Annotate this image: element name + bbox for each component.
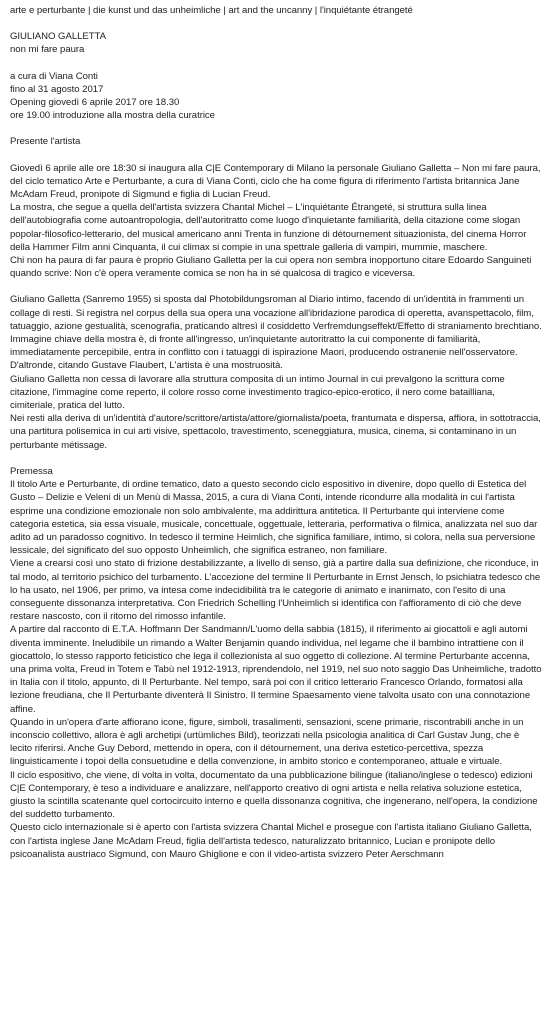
paragraph: La mostra, che segue a quella dell'artista svizzera Chantal Michel – L'inquiétante Étrangeté, si struttura sulla linea dell'autobiografia come autoantropologia, dell'autoritratto come luogo d'inquietante familiarità, della citazione come slogan popolar-filosofico-letterario, del musical americano anni Trenta in funzione di détournement situazionista, del cinema Horror della Hammer Film anni Cinquanta, il cui climax si compie in una spettrale galleria di vampiri, mummie, maschere.: [10, 202, 527, 253]
section-artist: [10, 293, 542, 451]
artist-name: GIULIANO GALLETTA: [10, 31, 107, 43]
curator-line: a cura di Viana Conti: [10, 70, 98, 82]
paragraph: Il ciclo espositivo, che viene, di volta in volta, documentato da una pubblicazione bilingue (italiano/inglese o tedesco) edizioni C|E Contemporary, è teso a individuare e analizzare, nell'apporto creativo di ogni artista e nella relativa soluzione estetica, giusto la scintilla scatenante quel cortocircuito interno e quella dissonanza cognitiva, che ingenerano, nell'opera, la condizione del suddetto turbamento.: [10, 769, 538, 821]
paragraph: Questo ciclo internazionale si è aperto con l'artista svizzera Chantal Michel e prosegue con l'artista italiano Giuliano Galletta, con l'artista inglese Jane McAdam Freud, figlia dell'artista tedesco, naturalizzato britannico, Lucian e pronipote dello psicoanalista austriaco Sigmund, con Mauro Ghiglione e con il video-artista svizzero Peter Aerschmann: [10, 822, 532, 860]
paragraph: Il titolo Arte e Perturbante, di ordine tematico, dato a questo secondo ciclo espositivo in divenire, dopo quello di Estetica del Gusto – Delizie e Veleni di un Menù di Massa, 2015, a cura di Viana Conti, intende ricondurre alla modalità in cui l'artista esprime una condizione emozionale non solo ambivalente, ma addirittura antitetica. Il Perturbante qui interviene come categoria estetica, sia essa visuale, musicale, concettuale, oggettuale, letteraria, performativa o filmica, analizzata nel suo dar adito ad un paradosso cognitivo. In tedesco il termine Heimlich, che significa familiare, intimo, si colora, nella sua perversione lessicale, del significato del suo opposto Unheimlich, che significa estraneo, non familiare.: [10, 479, 538, 557]
paragraph: Chi non ha paura di far paura è proprio Giuliano Galletta per la cui opera non sembra inopportuno citare Edoardo Sanguineti quando scrive: Non c'è opera veramente comica se non ha in sé qualcosa di tragico e viceversa.: [10, 255, 532, 280]
exhibition-title: non mi fare paura: [10, 44, 85, 56]
paragraph: Quando in un'opera d'arte affiorano icone, figure, simboli, trasalimenti, sensazioni, scene primarie, riscontrabili anche in un inconscio collettivo, allora è agli archetipi (urtümliches Bild), teorizzati nella psicologia analitica di Carl Gustav Jung, che è lecito riferirsi. Anche Guy Debord, mettendo in opera, con il détournement, una deriva estetico-percettiva, spezza linguisticamente i topoi della consuetudine e della convenzione, in ambito storico e contemporaneo, attuale e virtuale.: [10, 716, 524, 768]
paragraph: Giuliano Galletta (Sanremo 1955) si sposta dal Photobildungsroman al Diario intimo, facendo di un'identità in frammenti un collage di resti. Si registra nel corpus della sua opera una vocazione all'ibridazione parodica di operetta, avanspettacolo, film, tatuaggio, azione gestualità, scenografia, praticando altresì il cosiddetto Verfremdungseffekt/Effetto di straniamento brechtiano.: [10, 294, 542, 332]
paragraph: Giuliano Galletta non cessa di lavorare alla struttura composita di un intimo Journal in cui prevalgono la scrittura come citazione, l'immagine come reperto, il colore rosso come investimento tragico-epico-erotico, il nero come batailliana, cimiteriale, pratica del lutto.: [10, 373, 505, 412]
category-line: arte e perturbante | die kunst und das unheimliche | art and the uncanny | l'inquiétante étrangeté: [10, 5, 413, 16]
paragraph: Giovedì 6 aprile alle ore 18:30 si inaugura alla C|E Contemporary di Milano la personale Giuliano Galletta – Non mi fare paura, del ciclo tematico Arte e Perturbante, a cura di Viana Conti, ciclo che ha come figura di riferimento l'artista britannica Jane McAdam Freud, pronipote di Sigmund e figlia di Lucian Freud.: [10, 162, 541, 201]
paragraph: D'altronde, citando Gustave Flaubert, L'artista è una mostruosità.: [10, 360, 283, 372]
artist-present-line: Presente l'artista: [10, 136, 81, 148]
artist-block: [10, 30, 542, 56]
paragraph: A partire dal racconto di E.T.A. Hoffmann Der Sandmann/L'uomo della sabbia (1815), il riferimento ai giocattoli e agli automi diventa imminente. Ineludibile un rimando a Walter Benjamin quando individua, nel legame che il bambino intrattiene con il giocattolo, lo stesso rapporto feticistico che lega il collezionista al suo oggetto di collezione. Al termine Perturbante accenna, una prima volta, Freud in Totem e Tabù nel 1912-1913, riprendendolo, nel 1919, nel suo noto saggio Das Unheimliche, tradotto in Italia con il titolo, appunto, di Il Perturbante. Nel tempo, sarà poi con il critico letterario Francesco Orlando, formatosi alla lezione freudiana, che Il Perturbante diventerà Il Sinistro. Il termine Spaesamento viene talvolta usato con una connotazione affine.: [10, 624, 542, 715]
paragraph: Viene a crearsi così uno stato di frizione destabilizzante, a livello di senso, già a partire dalla sua definizione, che riconduce, in tal modo, al territorio psichico del turbamento. L'accezione del termine Il Perturbante in Ernst Jensch, lo psichiatra tedesco che lo ha usato, nel 1906, per primo, va intesa come indecidibilità tra le categorie di animato e inanimato, con l'esito di una conseguente dissonanza interpretativa. Con Friedrich Schelling l'Unheimlich si identifica con l'affioramento di ciò che deve restare nascosto, con il ritorno del rimosso infantile.: [10, 558, 541, 623]
paragraph: Immagine chiave della mostra è, di fronte all'ingresso, un'inquietante autoritratto la cui componente di familiarità, immediatamente percepibile, entra in conflitto con i tatuaggi di ispirazione Maori, producendo ostranenie nell'osservatore.: [10, 334, 518, 359]
until-line: fino al 31 agosto 2017: [10, 83, 104, 95]
section-intro: [10, 162, 542, 281]
section-heading: Premessa: [10, 465, 53, 477]
paragraph: Nei resti alla deriva di un'identità d'autore/scrittore/artista/attore/giornalista/poeta, frantumata e dispersa, affiora, in sottotraccia, una partitura polisemica in cui arti visive, spettacolo, travestimento, sceneggiatura, musica, cinema, si contaminano in un perturbante métissage.: [10, 413, 541, 451]
intro-line: ore 19.00 introduzione alla mostra della curatrice: [10, 110, 215, 122]
opening-line: Opening giovedì 6 aprile 2017 ore 18.30: [10, 97, 180, 109]
section-premise: [10, 465, 542, 861]
exhibition-info: [10, 70, 542, 123]
